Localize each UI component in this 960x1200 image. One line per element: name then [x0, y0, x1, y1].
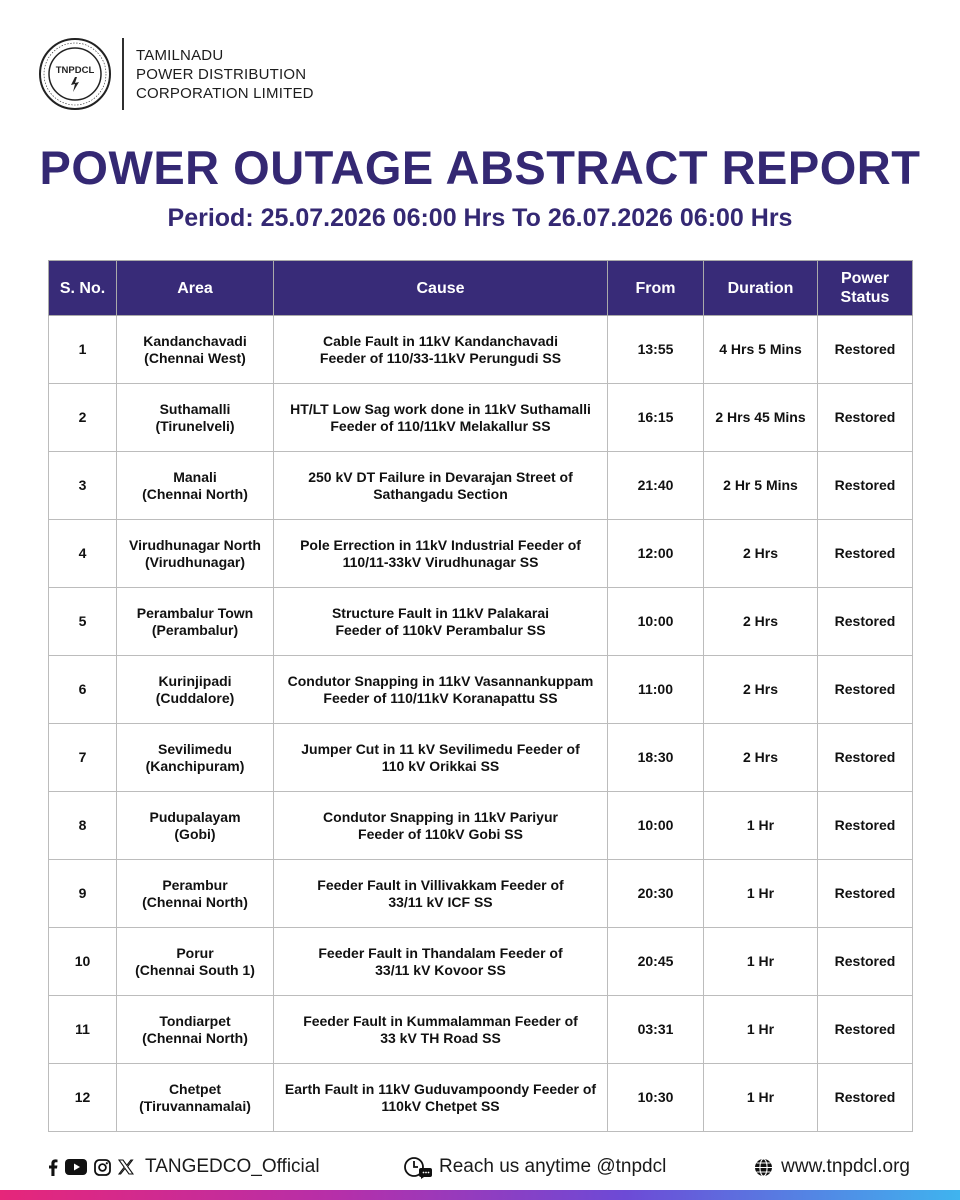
cell-cause-text: Feeder of 110/11kV Koranapattu SS [323, 689, 558, 706]
cell-status-text: Restored [834, 681, 896, 697]
cell-duration [704, 452, 818, 520]
cell-area-text: (Gobi) [174, 825, 216, 842]
table-row [49, 384, 913, 452]
cell-cause-text: 110kV Chetpet SS [381, 1097, 500, 1114]
cell-from-text: 12:00 [637, 545, 674, 561]
cell-from-text: 11:00 [637, 681, 674, 697]
cell-from-text: 21:40 [637, 477, 674, 493]
cell-status-text: Restored [834, 1089, 896, 1105]
cell-from [608, 520, 704, 588]
cell-sno [49, 316, 117, 384]
cell-sno-text: 3 [78, 477, 87, 493]
cell-area [117, 588, 274, 656]
cell-cause-text: 110/11-33kV Virudhunagar SS [342, 553, 539, 570]
cell-status [818, 724, 913, 792]
cell-status [818, 384, 913, 452]
cell-duration-text: 2 Hrs [742, 613, 779, 629]
header-sno: S. No. [49, 261, 117, 316]
cell-from [608, 452, 704, 520]
cell-cause-text: Pole Errection in 11kV Industrial Feeder of [300, 536, 581, 553]
cell-cause [274, 520, 608, 588]
cell-area [117, 996, 274, 1064]
cell-status-text: Restored [834, 613, 896, 629]
cell-cause-text: 110 kV Orikkai SS [381, 757, 500, 774]
cell-status-text: Restored [834, 545, 896, 561]
cell-cause [274, 1064, 608, 1132]
table-row [49, 996, 913, 1064]
cell-cause-text: 33/11 kV ICF SS [388, 893, 493, 910]
cell-duration [704, 588, 818, 656]
globe-icon [754, 1158, 773, 1177]
cell-from-text: 20:30 [637, 885, 674, 901]
cell-duration-text: 1 Hr [746, 1021, 775, 1037]
cell-area-text: Chetpet [168, 1080, 222, 1097]
cell-from-text: 20:45 [637, 953, 674, 969]
cell-status [818, 928, 913, 996]
bottom-gradient-bar [0, 1190, 960, 1200]
table-body [49, 316, 913, 1132]
cell-status-text: Restored [834, 885, 896, 901]
cell-status [818, 316, 913, 384]
cell-area-text: Sevilimedu [158, 740, 232, 757]
header-power-status: Power Status [818, 261, 913, 316]
cell-area-text: Pudupalayam [149, 808, 241, 825]
cell-from-text: 10:30 [637, 1089, 674, 1105]
cell-area-text: (Perambalur) [151, 621, 239, 638]
cell-duration-text: 2 Hrs 45 Mins [715, 409, 806, 425]
cell-area [117, 316, 274, 384]
cell-sno-text: 5 [78, 613, 87, 629]
cell-cause-text: Condutor Snapping in 11kV Pariyur [323, 808, 558, 825]
cell-sno-text: 1 [78, 341, 87, 357]
cell-status-text: Restored [834, 477, 896, 493]
cell-cause-text: Feeder Fault in Thandalam Feeder of [318, 944, 563, 961]
cell-area-text: (Kanchipuram) [145, 757, 245, 774]
cell-area [117, 1064, 274, 1132]
cell-duration-text: 1 Hr [746, 953, 775, 969]
header-area: Area [117, 261, 274, 316]
cell-duration-text: 2 Hrs [742, 545, 779, 561]
org-line-1: TAMILNADU [136, 46, 224, 64]
cell-duration-text: 1 Hr [746, 885, 775, 901]
cell-area [117, 724, 274, 792]
cell-status-text: Restored [834, 409, 896, 425]
cell-from [608, 860, 704, 928]
cell-sno [49, 996, 117, 1064]
cell-cause [274, 996, 608, 1064]
cell-status [818, 656, 913, 724]
cell-status [818, 860, 913, 928]
cell-area-text: Kandanchavadi [143, 332, 247, 349]
cell-sno [49, 656, 117, 724]
cell-sno [49, 1064, 117, 1132]
cell-status [818, 588, 913, 656]
instagram-icon[interactable] [94, 1159, 111, 1176]
youtube-icon[interactable] [65, 1159, 87, 1175]
cell-area-text: Porur [176, 944, 214, 961]
cell-duration [704, 724, 818, 792]
cell-cause-text: 33 kV TH Road SS [380, 1029, 501, 1046]
cell-sno-text: 11 [75, 1021, 90, 1037]
table-row [49, 724, 913, 792]
tnpdcl-logo [38, 37, 112, 111]
cell-area-text: (Tirunelveli) [155, 417, 235, 434]
cell-duration [704, 928, 818, 996]
cell-from-text: 03:31 [637, 1021, 674, 1037]
cell-cause [274, 928, 608, 996]
header-divider [122, 38, 124, 110]
cell-area-text: Kurinjipadi [158, 672, 232, 689]
cell-cause-text: Feeder Fault in Kummalamman Feeder of [303, 1012, 578, 1029]
cell-from-text: 16:15 [637, 409, 674, 425]
cell-area-text: Perambalur Town [136, 604, 254, 621]
report-period: Period: 25.07.2026 06:00 Hrs To 26.07.2026 06:00 Hrs [167, 204, 793, 232]
table-row [49, 588, 913, 656]
cell-area-text: (Chennai North) [142, 1029, 248, 1046]
cell-area-text: Manali [173, 468, 217, 485]
org-line-2: POWER DISTRIBUTION [136, 65, 307, 83]
cell-sno [49, 452, 117, 520]
x-icon[interactable] [118, 1159, 134, 1175]
cell-duration [704, 656, 818, 724]
header [38, 36, 314, 112]
table-row [49, 316, 913, 384]
cell-status [818, 452, 913, 520]
cell-cause [274, 860, 608, 928]
facebook-icon[interactable] [48, 1159, 58, 1176]
cell-duration [704, 792, 818, 860]
cell-sno [49, 928, 117, 996]
cell-area [117, 656, 274, 724]
cell-cause-text: Structure Fault in 11kV Palakarai [331, 604, 550, 621]
cell-area-text: (Chennai North) [142, 485, 248, 502]
reach-text[interactable]: Reach us anytime @tnpdcl [439, 1156, 667, 1177]
header-cause: Cause [274, 261, 608, 316]
cell-area [117, 452, 274, 520]
cell-status-text: Restored [834, 749, 896, 765]
cell-duration-text: 1 Hr [746, 1089, 775, 1105]
cell-from [608, 316, 704, 384]
cell-from [608, 588, 704, 656]
cell-cause-text: Cable Fault in 11kV Kandanchavadi [323, 332, 558, 349]
cell-cause-text: Condutor Snapping in 11kV Vasannankuppam [287, 672, 594, 689]
org-line-3: CORPORATION LIMITED [136, 84, 314, 102]
cell-sno-text: 2 [78, 409, 87, 425]
cell-cause [274, 588, 608, 656]
social-links [48, 1156, 320, 1178]
cell-sno [49, 860, 117, 928]
cell-area-text: (Chennai South 1) [135, 961, 255, 978]
cell-from-text: 10:00 [637, 817, 674, 833]
cell-status-text: Restored [834, 817, 896, 833]
cell-sno-text: 6 [78, 681, 87, 697]
cell-from [608, 724, 704, 792]
cell-cause-text: 33/11 kV Kovoor SS [375, 961, 506, 978]
cell-duration [704, 384, 818, 452]
cell-duration [704, 1064, 818, 1132]
cell-from-text: 18:30 [637, 749, 674, 765]
cell-from [608, 996, 704, 1064]
cell-from [608, 792, 704, 860]
cell-from [608, 656, 704, 724]
footer [48, 1152, 912, 1182]
cell-from [608, 1064, 704, 1132]
cell-status-text: Restored [834, 1021, 896, 1037]
cell-duration [704, 996, 818, 1064]
cell-cause-text: Feeder of 110kV Perambalur SS [335, 621, 546, 638]
organization-name [136, 46, 314, 103]
cell-sno-text: 12 [74, 1089, 91, 1105]
cell-area [117, 860, 274, 928]
svg-text:TNPDCL: TNPDCL [55, 65, 95, 76]
table-row [49, 928, 913, 996]
reach-us [404, 1155, 666, 1179]
cell-cause-text: Feeder of 110/11kV Melakallur SS [330, 417, 551, 434]
cell-duration [704, 520, 818, 588]
cell-status-text: Restored [834, 341, 896, 357]
cell-from [608, 928, 704, 996]
cell-area-text: Suthamalli [159, 400, 231, 417]
cell-cause-text: Feeder Fault in Villivakkam Feeder of [317, 876, 564, 893]
cell-cause [274, 656, 608, 724]
website-link[interactable]: www.tnpdcl.org [781, 1156, 910, 1177]
cell-duration [704, 316, 818, 384]
cell-area-text: (Tiruvannamalai) [139, 1097, 251, 1114]
table-row [49, 452, 913, 520]
cell-status [818, 520, 913, 588]
cell-sno [49, 724, 117, 792]
cell-cause-text: Feeder of 110/33-11kV Perungudi SS [319, 349, 562, 366]
social-handle[interactable]: TANGEDCO_Official [145, 1156, 320, 1177]
cell-sno [49, 588, 117, 656]
cell-sno-text: 9 [78, 885, 87, 901]
cell-status [818, 996, 913, 1064]
cell-area [117, 384, 274, 452]
table-row [49, 1064, 913, 1132]
cell-sno-text: 8 [78, 817, 87, 833]
cell-cause-text: Feeder of 110kV Gobi SS [358, 825, 523, 842]
cell-duration-text: 4 Hrs 5 Mins [719, 341, 802, 357]
table-row [49, 792, 913, 860]
cell-duration-text: 2 Hr 5 Mins [723, 477, 798, 493]
cell-cause-text: Sathangadu Section [373, 485, 508, 502]
cell-cause-text: Jumper Cut in 11 kV Sevilimedu Feeder of [301, 740, 580, 757]
cell-area [117, 928, 274, 996]
cell-status [818, 792, 913, 860]
cell-cause [274, 384, 608, 452]
cell-from [608, 384, 704, 452]
cell-duration-text: 2 Hrs [742, 681, 779, 697]
outage-table [48, 260, 913, 1132]
cell-cause [274, 724, 608, 792]
cell-sno [49, 384, 117, 452]
report-title: POWER OUTAGE ABSTRACT REPORT [39, 141, 921, 194]
cell-cause-text: 250 kV DT Failure in Devarajan Street of [308, 468, 573, 485]
cell-duration-text: 2 Hrs [742, 749, 779, 765]
header-duration: Duration [704, 261, 818, 316]
cell-sno [49, 520, 117, 588]
table-row [49, 860, 913, 928]
cell-from-text: 13:55 [637, 341, 674, 357]
cell-sno-text: 10 [74, 953, 91, 969]
cell-area [117, 792, 274, 860]
cell-duration-text: 1 Hr [746, 817, 775, 833]
cell-status [818, 1064, 913, 1132]
cell-area-text: Virudhunagar North [129, 536, 261, 553]
table-row [49, 656, 913, 724]
cell-area-text: (Virudhunagar) [144, 553, 246, 570]
website [754, 1156, 910, 1178]
phone-chat-icon [404, 1155, 432, 1179]
cell-area-text: (Chennai West) [144, 349, 246, 366]
cell-area-text: Tondiarpet [159, 1012, 231, 1029]
cell-duration [704, 860, 818, 928]
cell-from-text: 10:00 [637, 613, 674, 629]
cell-cause-text: Earth Fault in 11kV Guduvampoondy Feeder of [284, 1080, 597, 1097]
cell-area-text: (Chennai North) [142, 893, 248, 910]
cell-area-text: Perambur [162, 876, 228, 893]
table-row [49, 520, 913, 588]
cell-sno-text: 7 [78, 749, 87, 765]
cell-status-text: Restored [834, 953, 896, 969]
header-from: From [608, 261, 704, 316]
cell-area-text: (Cuddalore) [155, 689, 235, 706]
cell-cause-text: HT/LT Low Sag work done in 11kV Suthamalli [290, 400, 591, 417]
cell-cause [274, 792, 608, 860]
cell-sno [49, 792, 117, 860]
cell-cause [274, 316, 608, 384]
cell-area [117, 520, 274, 588]
table-header-row [49, 261, 913, 316]
cell-sno-text: 4 [78, 545, 87, 561]
cell-cause [274, 452, 608, 520]
